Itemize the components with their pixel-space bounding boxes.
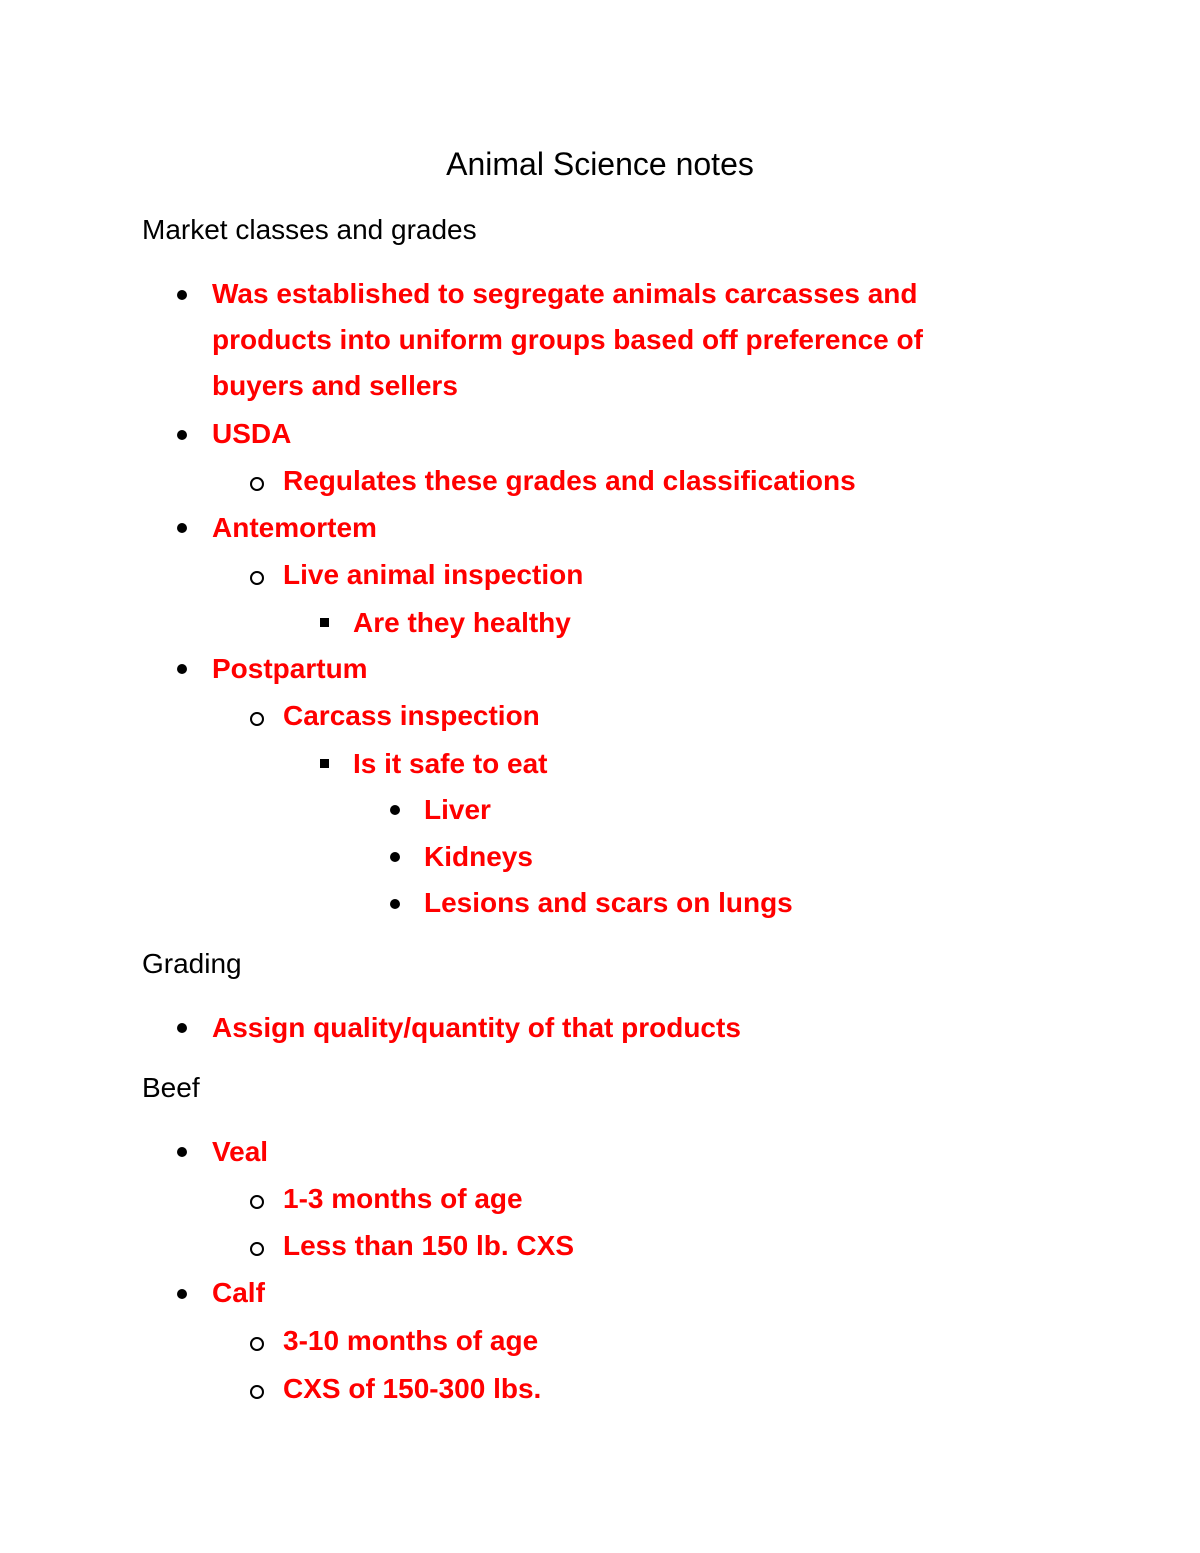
- bullet-circle-icon: [250, 1337, 264, 1351]
- bullet-disc-icon: [177, 1023, 187, 1033]
- page-title: Animal Science notes: [446, 146, 754, 182]
- list-item: Is it safe to eat: [353, 748, 548, 779]
- list-item: Carcass inspection: [283, 700, 540, 731]
- bullet-circle-icon: [250, 1242, 264, 1256]
- section-heading-market-classes: Market classes and grades: [142, 214, 477, 245]
- list-item: Are they healthy: [353, 607, 571, 638]
- bullet-disc-icon: [177, 664, 187, 674]
- list-item: Less than 150 lb. CXS: [283, 1230, 574, 1261]
- list-item-continued: buyers and sellers: [212, 370, 458, 401]
- bullet-circle-icon: [250, 571, 264, 585]
- section-heading-beef: Beef: [142, 1072, 200, 1103]
- list-item-continued: products into uniform groups based off preference of: [212, 324, 923, 355]
- list-item: Live animal inspection: [283, 559, 584, 590]
- list-item: 3-10 months of age: [283, 1325, 539, 1356]
- list-item: Lesions and scars on lungs: [424, 887, 793, 918]
- list-item: Antemortem: [212, 512, 377, 543]
- bullet-disc-icon: [390, 852, 400, 862]
- bullet-disc-icon: [390, 899, 400, 909]
- list-item: Assign quality/quantity of that products: [212, 1012, 741, 1043]
- list-item: Was established to segregate animals carcasses and: [212, 278, 918, 309]
- list-item: CXS of 150-300 lbs.: [283, 1373, 542, 1404]
- list-item: Postpartum: [212, 653, 368, 684]
- list-item: Kidneys: [424, 841, 533, 872]
- list-item: Veal: [212, 1136, 269, 1167]
- bullet-square-icon: [320, 759, 329, 768]
- bullet-circle-icon: [250, 1195, 264, 1209]
- bullet-disc-icon: [177, 1289, 187, 1299]
- bullet-circle-icon: [250, 1385, 264, 1399]
- bullet-disc-icon: [177, 290, 187, 300]
- list-item: 1-3 months of age: [283, 1183, 523, 1214]
- bullet-disc-icon: [177, 1147, 187, 1157]
- bullet-circle-icon: [250, 712, 264, 726]
- bullet-disc-icon: [177, 430, 187, 440]
- list-item: Liver: [424, 794, 491, 825]
- section-heading-grading: Grading: [142, 948, 242, 979]
- list-item: Regulates these grades and classifications: [283, 465, 856, 496]
- list-item: USDA: [212, 418, 292, 449]
- bullet-circle-icon: [250, 477, 264, 491]
- bullet-disc-icon: [390, 805, 400, 815]
- list-item: Calf: [212, 1277, 265, 1308]
- bullet-square-icon: [320, 618, 329, 627]
- bullet-disc-icon: [177, 523, 187, 533]
